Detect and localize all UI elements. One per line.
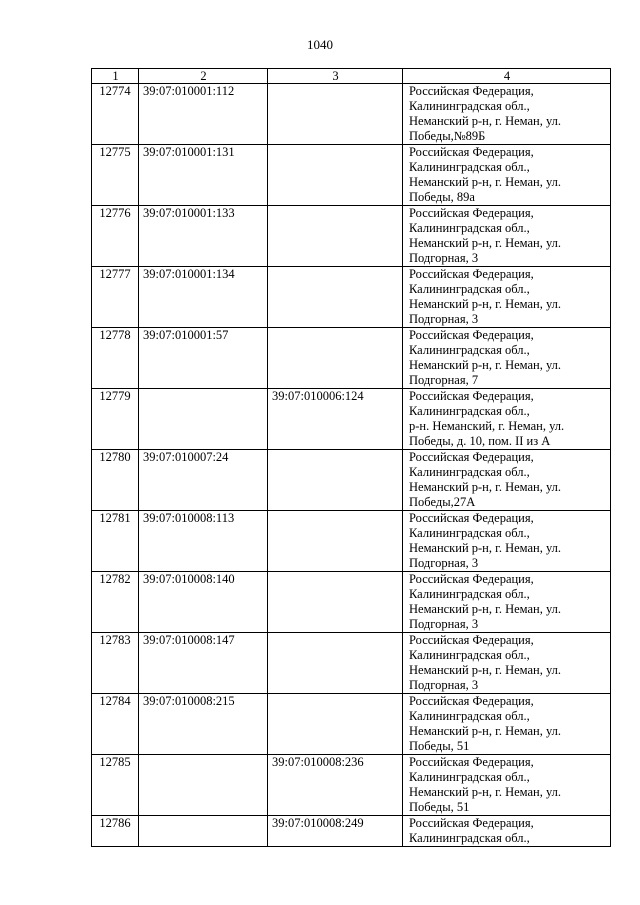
registry-table <box>91 68 611 847</box>
address-line: Калининградская обл., <box>409 648 530 662</box>
row-number: 12782 <box>92 572 139 633</box>
cadastral-number-col2 <box>139 816 268 847</box>
address-line: Неманский р-н, г. Неман, ул. <box>409 175 562 189</box>
address-line: Победы,№89Б <box>409 129 486 143</box>
address-line: Калининградская обл., <box>409 404 530 418</box>
address-line: Неманский р-н, г. Неман, ул. <box>409 785 562 799</box>
address-line: Российская Федерация, <box>409 511 534 525</box>
address-line: Калининградская обл., <box>409 587 530 601</box>
address-line: Победы, 51 <box>409 739 470 753</box>
cadastral-number-col2 <box>139 389 268 450</box>
address-line: Калининградская обл., <box>409 343 530 357</box>
table-row <box>92 755 611 816</box>
address-line: Калининградская обл., <box>409 831 530 845</box>
cadastral-number-col2: 39:07:010001:112 <box>139 84 268 145</box>
table-row <box>92 267 611 328</box>
address-line: Калининградская обл., <box>409 221 530 235</box>
row-number: 12779 <box>92 389 139 450</box>
address-line: Российская Федерация, <box>409 206 534 220</box>
address-line: Российская Федерация, <box>409 694 534 708</box>
address-line: Подгорная, 3 <box>409 617 479 631</box>
row-number: 12774 <box>92 84 139 145</box>
column-header-2: 2 <box>139 69 268 84</box>
cadastral-number-col2: 39:07:010008:215 <box>139 694 268 755</box>
address-line: Российская Федерация, <box>409 84 534 98</box>
address-line: Победы, 89а <box>409 190 475 204</box>
cadastral-number-col2: 39:07:010001:133 <box>139 206 268 267</box>
table-row <box>92 84 611 145</box>
cadastral-number-col3 <box>268 206 403 267</box>
row-number: 12781 <box>92 511 139 572</box>
row-number: 12784 <box>92 694 139 755</box>
address-line: Победы, 51 <box>409 800 470 814</box>
address-line: Калининградская обл., <box>409 709 530 723</box>
address-cell <box>403 511 611 572</box>
cadastral-number-col3 <box>268 267 403 328</box>
address-cell <box>403 633 611 694</box>
cadastral-number-col3 <box>268 328 403 389</box>
cadastral-number-col2: 39:07:010007:24 <box>139 450 268 511</box>
cadastral-number-col3 <box>268 511 403 572</box>
table-row <box>92 328 611 389</box>
address-cell <box>403 816 611 847</box>
table-row <box>92 389 611 450</box>
address-line: Калининградская обл., <box>409 526 530 540</box>
row-number: 12783 <box>92 633 139 694</box>
address-line: Неманский р-н, г. Неман, ул. <box>409 724 562 738</box>
table-row <box>92 572 611 633</box>
row-number: 12785 <box>92 755 139 816</box>
address-line: Неманский р-н, г. Неман, ул. <box>409 358 562 372</box>
cadastral-number-col3 <box>268 450 403 511</box>
table-row <box>92 145 611 206</box>
address-line: Калининградская обл., <box>409 99 530 113</box>
address-line: р-н. Неманский, г. Неман, ул. <box>409 419 565 433</box>
column-header-4: 4 <box>403 69 611 84</box>
cadastral-number-col3: 39:07:010006:124 <box>268 389 403 450</box>
row-number: 12786 <box>92 816 139 847</box>
address-line: Российская Федерация, <box>409 267 534 281</box>
address-line: Российская Федерация, <box>409 572 534 586</box>
address-line: Неманский р-н, г. Неман, ул. <box>409 541 562 555</box>
address-cell <box>403 267 611 328</box>
address-cell <box>403 84 611 145</box>
address-line: Российская Федерация, <box>409 328 534 342</box>
address-line: Неманский р-н, г. Неман, ул. <box>409 236 562 250</box>
column-header-1: 1 <box>92 69 139 84</box>
cadastral-number-col3 <box>268 145 403 206</box>
table-row <box>92 206 611 267</box>
cadastral-number-col3 <box>268 694 403 755</box>
table-body <box>92 84 611 847</box>
address-cell <box>403 755 611 816</box>
cadastral-number-col2: 39:07:010008:113 <box>139 511 268 572</box>
table-header <box>92 69 611 84</box>
address-line: Неманский р-н, г. Неман, ул. <box>409 480 562 494</box>
address-line: Неманский р-н, г. Неман, ул. <box>409 663 562 677</box>
row-number: 12780 <box>92 450 139 511</box>
cadastral-number-col2: 39:07:010008:140 <box>139 572 268 633</box>
address-line: Подгорная, 3 <box>409 678 479 692</box>
address-cell <box>403 328 611 389</box>
address-line: Неманский р-н, г. Неман, ул. <box>409 602 562 616</box>
address-line: Российская Федерация, <box>409 450 534 464</box>
table-row <box>92 816 611 847</box>
table-row <box>92 450 611 511</box>
address-line: Российская Федерация, <box>409 145 534 159</box>
cadastral-number-col3 <box>268 84 403 145</box>
cadastral-number-col2 <box>139 755 268 816</box>
address-cell <box>403 206 611 267</box>
row-number: 12777 <box>92 267 139 328</box>
address-line: Российская Федерация, <box>409 755 534 769</box>
cadastral-number-col3 <box>268 572 403 633</box>
address-cell <box>403 694 611 755</box>
address-line: Российская Федерация, <box>409 816 534 830</box>
address-line: Калининградская обл., <box>409 160 530 174</box>
address-line: Калининградская обл., <box>409 465 530 479</box>
table-row <box>92 694 611 755</box>
table-row <box>92 633 611 694</box>
row-number: 12775 <box>92 145 139 206</box>
address-cell <box>403 145 611 206</box>
cadastral-number-col2: 39:07:010001:134 <box>139 267 268 328</box>
address-line: Подгорная, 3 <box>409 556 479 570</box>
cadastral-number-col2: 39:07:010001:131 <box>139 145 268 206</box>
page-number: 1040 <box>307 37 333 52</box>
header-row <box>92 69 611 84</box>
address-line: Неманский р-н, г. Неман, ул. <box>409 297 562 311</box>
cadastral-number-col3: 39:07:010008:236 <box>268 755 403 816</box>
address-line: Калининградская обл., <box>409 770 530 784</box>
address-cell <box>403 572 611 633</box>
address-line: Российская Федерация, <box>409 389 534 403</box>
address-cell <box>403 389 611 450</box>
column-header-3: 3 <box>268 69 403 84</box>
address-cell <box>403 450 611 511</box>
address-line: Подгорная, 7 <box>409 373 479 387</box>
cadastral-number-col2: 39:07:010008:147 <box>139 633 268 694</box>
row-number: 12778 <box>92 328 139 389</box>
address-line: Калининградская обл., <box>409 282 530 296</box>
address-line: Российская Федерация, <box>409 633 534 647</box>
address-line: Победы, д. 10, пом. II из А <box>409 434 551 448</box>
address-line: Подгорная, 3 <box>409 251 479 265</box>
cadastral-number-col3 <box>268 633 403 694</box>
address-line: Подгорная, 3 <box>409 312 479 326</box>
table-row <box>92 511 611 572</box>
cadastral-number-col3: 39:07:010008:249 <box>268 816 403 847</box>
row-number: 12776 <box>92 206 139 267</box>
address-line: Победы,27А <box>409 495 476 509</box>
cadastral-number-col2: 39:07:010001:57 <box>139 328 268 389</box>
address-line: Неманский р-н, г. Неман, ул. <box>409 114 562 128</box>
